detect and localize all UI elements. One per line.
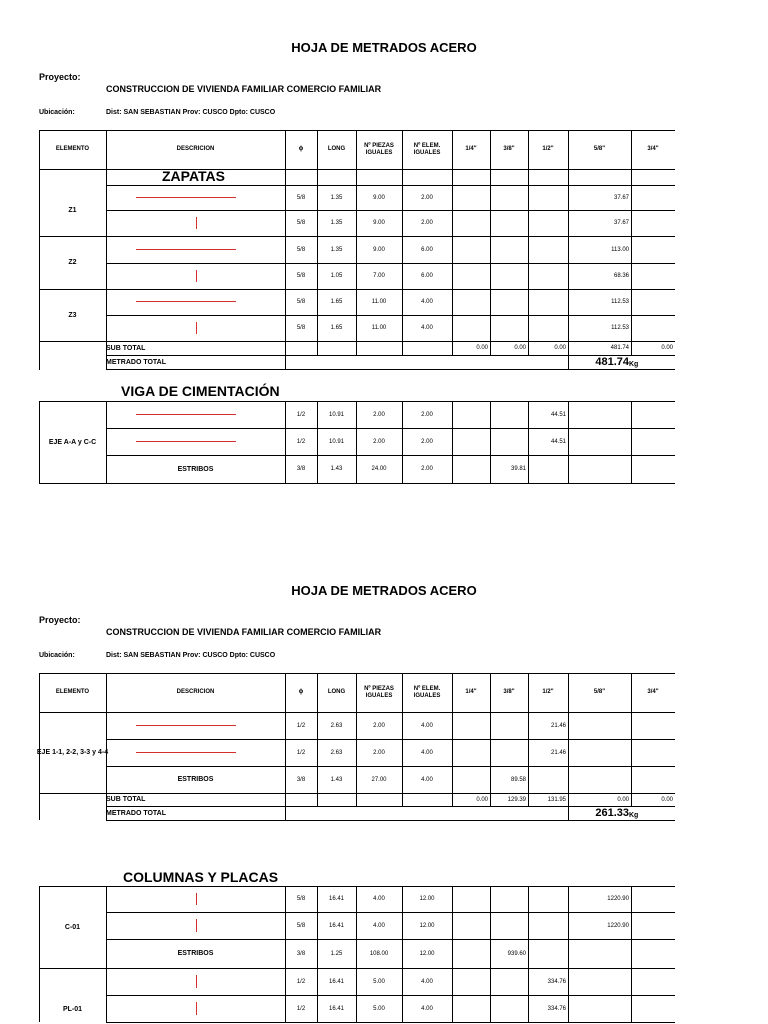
grid-line — [317, 793, 318, 806]
long-cell: 16.41 — [328, 896, 344, 902]
element-cell: C-01 — [64, 923, 81, 931]
proyecto-label: Proyecto: — [39, 72, 81, 82]
grid-line — [285, 886, 286, 1022]
column-header: 5/8" — [593, 689, 606, 695]
quantity-cell: 39.81 — [510, 466, 526, 472]
phi-cell: 5/8 — [296, 220, 306, 226]
element-cell: Z3 — [68, 311, 77, 319]
quantity-cell: 334.76 — [547, 978, 566, 985]
sheet-title: HOJA DE METRADOS ACERO — [291, 583, 477, 598]
phi-cell: 5/8 — [296, 325, 306, 331]
column-header: Nº ELEM. IGUALES — [413, 685, 441, 699]
long-cell: 10.91 — [328, 438, 344, 445]
grid-line — [317, 886, 318, 1022]
metrado-total-label: METRADO TOTAL — [106, 809, 167, 817]
grid-line — [39, 341, 40, 370]
grid-line — [528, 401, 529, 483]
phi-cell: 3/8 — [296, 466, 306, 472]
grid-line — [285, 401, 286, 483]
description-cell: ESTRIBOS — [177, 776, 214, 783]
column-header: 3/4" — [647, 146, 659, 152]
column-header: Nº PIEZAS IGUALES — [364, 685, 394, 699]
grid-line — [39, 483, 675, 484]
proyecto-value: CONSTRUCCION DE VIVIENDA FAMILIAR COMERCIO FAMILIAR — [106, 627, 382, 637]
long-cell: 1.05 — [330, 273, 343, 279]
piezas-cell: 27.00 — [371, 776, 387, 783]
grid-line — [490, 401, 491, 483]
elem-cell: 4.00 — [421, 299, 433, 305]
grid-line — [106, 886, 107, 1022]
phi-cell: 1/2 — [296, 978, 306, 985]
column-header: 1/2" — [542, 689, 554, 695]
description-cell: ESTRIBOS — [177, 950, 214, 957]
section-title-zapatas: ZAPATAS — [162, 168, 225, 184]
element-cell: EJE A-A y C-C — [48, 438, 97, 446]
grid-line — [402, 341, 403, 355]
column-header: Nº ELEM. IGUALES — [413, 142, 441, 156]
sheet-title: HOJA DE METRADOS ACERO — [291, 40, 477, 55]
column-header: 3/8" — [503, 689, 515, 695]
grid-line — [528, 886, 529, 1022]
grid-line — [106, 210, 675, 211]
grid-line — [106, 369, 675, 370]
rebar-horizontal-icon — [136, 197, 236, 198]
phi-cell: 5/8 — [296, 896, 306, 902]
metrado-unit: Kg — [629, 361, 639, 368]
phi-cell: 1/2 — [296, 411, 306, 418]
element-cell: EJE 1-1, 2-2, 3-3 y 4-4 — [36, 749, 109, 756]
grid-line — [317, 401, 318, 483]
grid-line — [402, 401, 403, 483]
element-cell: PL-01 — [62, 1005, 83, 1013]
grid-line — [356, 341, 357, 355]
elem-cell: 2.00 — [421, 411, 433, 418]
quantity-cell: 939.60 — [507, 950, 526, 957]
long-cell: 16.41 — [328, 922, 344, 929]
grid-line — [106, 455, 675, 456]
grid-line — [285, 355, 286, 369]
grid-line — [568, 401, 569, 483]
grid-line — [402, 886, 403, 1022]
long-cell: 1.25 — [330, 950, 343, 957]
grid-line — [285, 793, 286, 806]
grid-line — [631, 401, 632, 483]
quantity-cell: 37.67 — [613, 194, 629, 201]
grid-line — [285, 806, 286, 820]
long-cell: 16.41 — [328, 978, 344, 985]
grid-line — [631, 169, 632, 185]
section-title-viga: VIGA DE CIMENTACIÓN — [121, 383, 280, 399]
long-cell: 1.65 — [330, 299, 343, 305]
elem-cell: 2.00 — [421, 466, 433, 472]
rebar-vertical-icon — [196, 270, 197, 282]
subtotal-cell: 0.00 — [661, 345, 673, 351]
elem-cell: 12.00 — [419, 950, 435, 957]
grid-line — [631, 712, 632, 793]
description-cell: ESTRIBOS — [177, 465, 214, 473]
section-title-columnas: COLUMNAS Y PLACAS — [123, 869, 279, 885]
grid-line — [39, 236, 675, 237]
long-cell: 1.35 — [330, 246, 343, 253]
grid-line — [39, 169, 40, 185]
subtotal-cell: 0.00 — [476, 345, 488, 351]
quantity-cell: 21.46 — [550, 749, 566, 756]
piezas-cell: 11.00 — [371, 299, 387, 305]
column-header: ELEMENTO — [55, 146, 90, 152]
grid-line — [356, 401, 357, 483]
subtotal-cell: 0.00 — [476, 796, 488, 803]
column-header: 1/4" — [465, 146, 477, 152]
elem-cell: 6.00 — [421, 273, 433, 279]
column-header: DESCRICION — [176, 146, 215, 152]
column-header: 3/4" — [647, 689, 659, 695]
elem-cell: 4.00 — [421, 1005, 433, 1012]
rebar-horizontal-icon — [136, 441, 236, 442]
column-header: ϕ — [298, 146, 304, 152]
rebar-horizontal-icon — [136, 301, 236, 302]
subtotal-cell: 0.00 — [554, 345, 566, 351]
grid-line — [106, 315, 675, 316]
ubicacion-label: Ubicación: — [39, 109, 75, 116]
grid-line — [402, 712, 403, 793]
elem-cell: 2.00 — [421, 438, 433, 445]
piezas-cell: 2.00 — [373, 438, 385, 445]
phi-cell: 5/8 — [296, 273, 306, 279]
piezas-cell: 5.00 — [373, 1005, 385, 1012]
long-cell: 1.43 — [330, 776, 343, 783]
grid-line — [106, 739, 675, 740]
piezas-cell: 9.00 — [373, 246, 385, 253]
elem-cell: 12.00 — [419, 922, 435, 929]
grid-line — [452, 169, 453, 185]
grid-line — [317, 169, 318, 185]
metrado-total-label: METRADO TOTAL — [106, 358, 167, 366]
grid-line — [356, 886, 357, 1022]
rebar-horizontal-icon — [136, 414, 236, 415]
elem-cell: 6.00 — [421, 246, 433, 253]
grid-line — [568, 712, 569, 793]
elem-cell: 2.00 — [421, 194, 433, 201]
rebar-vertical-icon — [196, 919, 197, 932]
quantity-cell: 334.76 — [547, 1005, 566, 1012]
phi-cell: 5/8 — [296, 194, 306, 201]
grid-line — [106, 1022, 675, 1023]
grid-line — [317, 341, 318, 355]
quantity-cell: 68.36 — [613, 273, 629, 279]
long-cell: 1.35 — [330, 194, 343, 201]
subtotal-cell: 0.00 — [661, 796, 673, 803]
rebar-vertical-icon — [196, 893, 197, 905]
column-header: LONG — [327, 146, 346, 152]
phi-cell: 1/2 — [296, 722, 306, 729]
rebar-horizontal-icon — [136, 752, 236, 753]
proyecto-value: CONSTRUCCION DE VIVIENDA FAMILIAR COMERCIO FAMILIAR — [106, 84, 382, 94]
phi-cell: 1/2 — [296, 438, 306, 445]
grid-line — [356, 712, 357, 793]
grid-line — [631, 886, 632, 1022]
elem-cell: 2.00 — [421, 220, 433, 226]
quantity-cell: 1220.90 — [607, 922, 629, 929]
quantity-cell: 1220.90 — [607, 896, 629, 902]
rebar-vertical-icon — [196, 217, 197, 229]
phi-cell: 5/8 — [296, 922, 306, 929]
piezas-cell: 108.00 — [369, 950, 389, 957]
piezas-cell: 4.00 — [373, 896, 385, 902]
grid-line — [402, 169, 403, 185]
column-header: ELEMENTO — [55, 689, 90, 695]
grid-line — [39, 185, 40, 341]
grid-line — [285, 712, 286, 793]
quantity-cell: 112.53 — [611, 299, 629, 305]
column-header: DESCRICION — [176, 689, 215, 695]
phi-cell: 3/8 — [296, 776, 306, 783]
elem-cell: 4.00 — [421, 776, 433, 783]
phi-cell: 1/2 — [296, 749, 306, 756]
long-cell: 16.41 — [328, 1005, 344, 1012]
quantity-cell: 37.67 — [613, 220, 629, 226]
piezas-cell: 5.00 — [373, 978, 385, 985]
elem-cell: 4.00 — [421, 722, 433, 729]
grid-line — [39, 793, 40, 820]
rebar-vertical-icon — [196, 1002, 197, 1015]
grid-line — [528, 712, 529, 793]
metrado-total-value: 261.33 — [595, 807, 629, 819]
quantity-cell: 21.46 — [550, 722, 566, 729]
quantity-cell: 89.58 — [510, 776, 526, 783]
grid-line — [285, 341, 286, 355]
piezas-cell: 11.00 — [371, 325, 387, 331]
grid-line — [490, 886, 491, 1022]
element-cell: Z1 — [68, 207, 77, 214]
column-header: ϕ — [298, 689, 304, 695]
grid-line — [39, 289, 675, 290]
grid-line — [317, 712, 318, 793]
elem-cell: 4.00 — [421, 749, 433, 756]
piezas-cell: 9.00 — [373, 194, 385, 201]
grid-line — [452, 712, 453, 793]
piezas-cell: 2.00 — [373, 722, 385, 729]
subtotal-cell: 129.39 — [507, 796, 526, 803]
rebar-horizontal-icon — [136, 249, 236, 250]
table-header-border — [39, 169, 675, 170]
grid-line — [106, 766, 675, 767]
metrado-unit: Kg — [629, 812, 639, 819]
piezas-cell: 2.00 — [373, 411, 385, 418]
subtotal-cell: 131.95 — [547, 796, 566, 803]
grid-line — [452, 886, 453, 1022]
grid-line — [452, 401, 453, 483]
grid-line — [106, 263, 675, 264]
element-cell: Z2 — [68, 259, 77, 266]
grid-line — [106, 401, 107, 483]
grid-line — [39, 886, 40, 1022]
long-cell: 1.43 — [330, 466, 343, 472]
rebar-horizontal-icon — [136, 725, 236, 726]
ubicacion-label: Ubicación: — [39, 652, 75, 659]
long-cell: 1.65 — [330, 325, 343, 331]
grid-line — [356, 169, 357, 185]
elem-cell: 12.00 — [419, 896, 435, 902]
long-cell: 1.35 — [330, 220, 343, 226]
piezas-cell: 2.00 — [373, 749, 385, 756]
quantity-cell: 44.51 — [550, 438, 566, 445]
long-cell: 2.63 — [330, 749, 343, 756]
grid-line — [402, 793, 403, 806]
quantity-cell: 44.51 — [550, 411, 566, 418]
grid-line — [106, 912, 675, 913]
column-header: 1/4" — [465, 689, 477, 695]
grid-line — [490, 712, 491, 793]
grid-line — [106, 820, 675, 821]
long-cell: 10.91 — [328, 411, 344, 418]
elem-cell: 4.00 — [421, 978, 433, 985]
grid-line — [106, 169, 107, 185]
grid-line — [490, 169, 491, 185]
subtotal-cell: 0.00 — [617, 796, 629, 803]
grid-line — [39, 968, 675, 969]
proyecto-label: Proyecto: — [39, 615, 81, 625]
column-header: Nº PIEZAS IGUALES — [364, 142, 394, 156]
grid-line — [106, 939, 675, 940]
ubicacion-value: Dist: SAN SEBASTIAN Prov: CUSCO Dpto: CUSCO — [106, 109, 276, 116]
grid-line — [568, 886, 569, 1022]
grid-line — [528, 169, 529, 185]
column-header: 5/8" — [593, 146, 606, 152]
piezas-cell: 4.00 — [373, 922, 385, 929]
phi-cell: 3/8 — [296, 950, 306, 957]
grid-line — [568, 169, 569, 185]
rebar-vertical-icon — [196, 322, 197, 334]
piezas-cell: 24.00 — [371, 466, 387, 472]
piezas-cell: 7.00 — [373, 273, 385, 279]
quantity-cell: 113.00 — [611, 246, 629, 253]
long-cell: 2.63 — [330, 722, 343, 729]
piezas-cell: 9.00 — [373, 220, 385, 226]
phi-cell: 1/2 — [296, 1005, 306, 1012]
column-header: 3/8" — [503, 146, 515, 152]
column-header: LONG — [327, 689, 346, 695]
rebar-vertical-icon — [196, 975, 197, 988]
elem-cell: 4.00 — [421, 325, 433, 331]
grid-line — [106, 995, 675, 996]
subtotal-cell: 0.00 — [514, 345, 526, 351]
phi-cell: 5/8 — [296, 246, 306, 253]
metrado-total-value: 481.74 — [595, 356, 629, 368]
ubicacion-value: Dist: SAN SEBASTIAN Prov: CUSCO Dpto: CUSCO — [106, 652, 276, 659]
grid-line — [106, 428, 675, 429]
phi-cell: 5/8 — [296, 299, 306, 305]
column-header: 1/2" — [542, 146, 554, 152]
grid-line — [285, 169, 286, 185]
subtotal-cell: 481.74 — [610, 345, 629, 351]
subtotal-label: SUB TOTAL — [106, 344, 146, 352]
grid-line — [356, 793, 357, 806]
subtotal-label: SUB TOTAL — [106, 796, 146, 803]
quantity-cell: 112.53 — [611, 325, 629, 331]
